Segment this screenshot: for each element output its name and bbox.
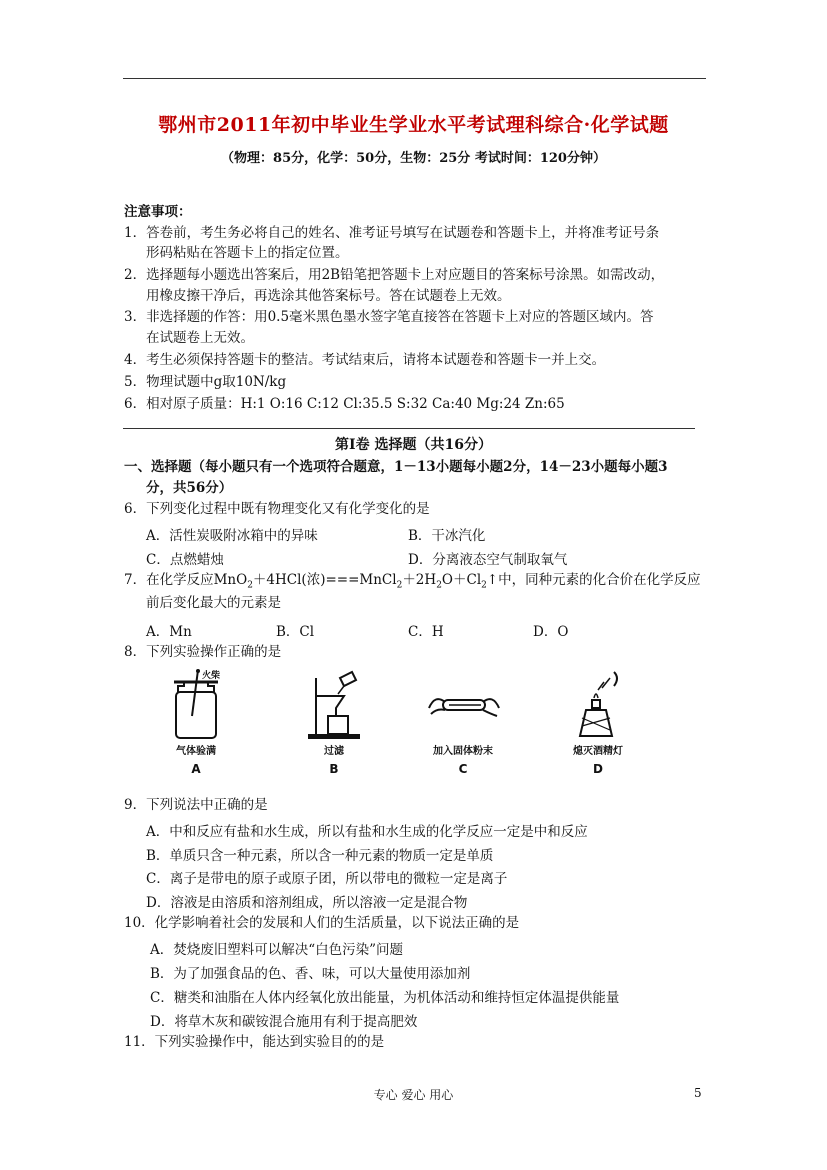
- figure-a: [156, 668, 236, 778]
- notice-line: 3．非选择题的作答：用0.5毫米黑色墨水签字笔直接答在答题卡上对应的答题区域内。答: [124, 309, 654, 325]
- filtration-illustration: [294, 668, 374, 742]
- figure-caption: 加入固体粉末: [433, 746, 493, 757]
- figure-c: [423, 668, 503, 778]
- page-footer: 专心 爱心 用心: [373, 1088, 454, 1102]
- q6-option-b: B．干冰汽化: [408, 528, 486, 544]
- notice-line: 形码粘贴在答题卡上的指定位置。: [146, 245, 349, 261]
- q10-option-d: D．将草木灰和碳铵混合施用有利于提高肥效: [150, 1014, 418, 1030]
- question-11-stem: 11．下列实验操作中，能达到实验目的的是: [124, 1034, 385, 1050]
- part1-heading-cont: 分，共56分）: [146, 480, 233, 496]
- q10-option-c: C．糖类和油脂在人体内经氧化放出能量，为机体活动和维持恒定体温提供能量: [150, 990, 620, 1006]
- q7-equation: MnO$_2$＋4HCl(浓)$===MnCl_2+2H_2O+Cl_2$: [213, 572, 487, 591]
- section-heading: 第Ⅰ卷 选择题（共16分）: [335, 437, 492, 453]
- question-7-stem-cont: 前后变化最大的元素是: [146, 595, 281, 611]
- figure-caption: 熄灭酒精灯: [573, 746, 623, 757]
- q7-option-b: B．Cl: [276, 624, 315, 640]
- page-subtitle: （物理：85分，化学：50分，生物：25分 考试时间：120分钟）: [221, 151, 606, 166]
- notice-line: 2．选择题每小题选出答案后，用2B铅笔把答题卡上对应题目的答案标号涂黑。如需改动，: [124, 267, 665, 283]
- figure-caption: 过滤: [324, 746, 344, 757]
- question-6-stem: 6．下列变化过程中既有物理变化又有化学变化的是: [124, 501, 430, 517]
- gas-bottle-illustration: [156, 668, 236, 742]
- question-8-stem: 8．下列实验操作正确的是: [124, 644, 282, 660]
- q9-option-c: C．离子是带电的原子或原子团，所以带电的微粒一定是离子: [146, 871, 508, 887]
- q6-option-d: D．分离液态空气制取氧气: [408, 552, 568, 568]
- match-label: 火柴: [202, 671, 221, 681]
- notice-line: 6．相对原子质量：H:1 O:16 C:12 Cl:35.5 S:32 Ca:40 Mg:24 Zn:65: [124, 396, 565, 412]
- question-9-stem: 9．下列说法中正确的是: [124, 797, 268, 813]
- q7-option-c: C．H: [408, 624, 444, 640]
- question-7-stem: [124, 571, 701, 595]
- figure-letter: A: [191, 762, 201, 776]
- page-title: 鄂州市2011年初中毕业生学业水平考试理科综合·化学试题: [158, 114, 669, 136]
- notice-line: 用橡皮擦干净后，再选涂其他答案标号。答在试题卷上无效。: [146, 288, 511, 304]
- powder-illustration: [423, 668, 503, 742]
- figure-b: [294, 668, 374, 778]
- figure-letter: B: [329, 762, 339, 776]
- q9-option-a: A．中和反应有盐和水生成，所以有盐和水生成的化学反应一定是中和反应: [146, 824, 588, 840]
- notice-line: 4．考生必须保持答题卡的整洁。考试结束后，请将本试题卷和答题卡一并上交。: [124, 352, 606, 368]
- q10-option-b: B．为了加强食品的色、香、味，可以大量使用添加剂: [150, 966, 471, 982]
- figure-letter: C: [458, 762, 468, 776]
- q6-option-a: A．活性炭吸附冰箱中的异味: [146, 528, 318, 544]
- notice-line: 在试题卷上无效。: [146, 330, 254, 346]
- q9-option-d: D．溶液是由溶质和溶剂组成，所以溶液一定是混合物: [146, 895, 468, 911]
- alcohol-lamp-illustration: [558, 668, 638, 742]
- q9-option-b: B．单质只含一种元素，所以含一种元素的物质一定是单质: [146, 848, 494, 864]
- q10-option-a: A．焚烧废旧塑料可以解决“白色污染”问题: [150, 942, 404, 958]
- notice-line: 5．物理试题中g取10N/kg: [124, 374, 287, 390]
- figure-d: [558, 668, 638, 778]
- q7-option-d: D．O: [533, 624, 569, 640]
- page-number: 5: [694, 1086, 702, 1100]
- section-rule: [123, 428, 695, 429]
- header-rule: [123, 78, 706, 79]
- q7-option-a: A．Mn: [146, 624, 192, 640]
- q7-suffix: ↑中，同种元素的化合价在化学反应: [486, 572, 701, 588]
- figure-letter: D: [593, 762, 603, 776]
- figure-caption: 气体验满: [176, 746, 216, 757]
- question-10-stem: 10．化学影响着社会的发展和人们的生活质量，以下说法正确的是: [124, 915, 520, 931]
- q6-option-c: C．点燃蜡烛: [146, 552, 224, 568]
- part1-heading: 一、选择题（每小题只有一个选项符合题意，1－13小题每小题2分，14－23小题每小题3: [124, 459, 668, 475]
- notice-line: 1．答卷前，考生务必将自己的姓名、准考证号填写在试题卷和答题卡上，并将准考证号条: [124, 225, 660, 241]
- q7-prefix: 7．在化学反应: [124, 572, 214, 588]
- notice-heading: 注意事项：: [124, 204, 192, 220]
